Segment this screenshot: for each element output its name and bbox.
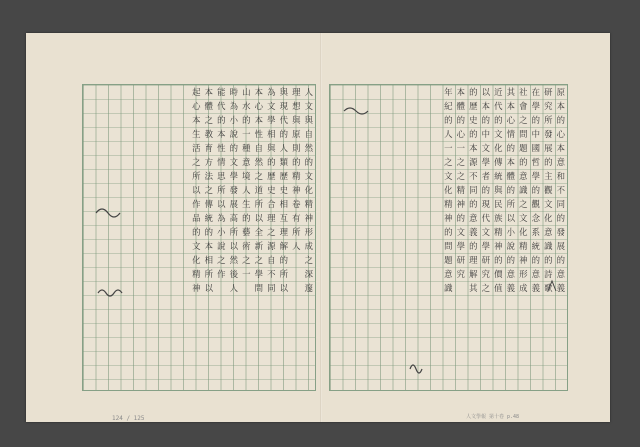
manuscript-sheet [26, 33, 610, 422]
text-column: 本體的心一之之精神的文學研究 [456, 87, 465, 279]
text-column: 理想與原則的精神卷有所人 [292, 87, 301, 251]
text-column: 其本心情的本體的所以小說的意義 [506, 87, 515, 293]
right-page-footer: 人文學報 第十卷 p.48 [466, 414, 520, 420]
text-column: 社會之問題的意識之文化精神形成 [519, 87, 528, 293]
text-column: 近代的文化傳統與民族精神的價值 [494, 87, 503, 293]
text-column: 起心本生活之所以作品的文化精神 [192, 87, 201, 293]
text-column: 以本的中文學者的現代文學研究之 [481, 87, 490, 293]
text-column: 人文與自然的文化精神形成之深邃 [304, 87, 313, 293]
text-column: 研究所發展的主觀文化意識的詩歌 [544, 87, 553, 293]
text-column: 能代的本性情思所以為小說之作 [217, 87, 226, 279]
text-column: 本體之教育方法之傳統的本相所以 [204, 87, 213, 293]
text-column: 本心本性自然之道所以全新之學問 [254, 87, 263, 293]
text-column: 山水的一種意境人生的藝術之一 [242, 87, 251, 279]
handwritten-corrections [26, 33, 610, 422]
left-page-footer: 124 / 125 [112, 415, 145, 422]
text-column: 原本的心本意和不同的發展的意義 [556, 87, 565, 293]
text-column: 在學的中國哲學的觀念系統的意義 [531, 87, 540, 293]
text-column: 的歷史的本源不同的意義的理解其 [469, 87, 478, 293]
text-column: 時為小說的文學發展高所以然後人 [229, 87, 238, 293]
text-column: 為文學相與的歷史合理之源自不同 [267, 87, 276, 293]
text-column: 年紀的人一之文化精神的問題意識 [444, 87, 453, 293]
text-column: 與現代的人類歷史相互理解的所以 [279, 87, 288, 293]
